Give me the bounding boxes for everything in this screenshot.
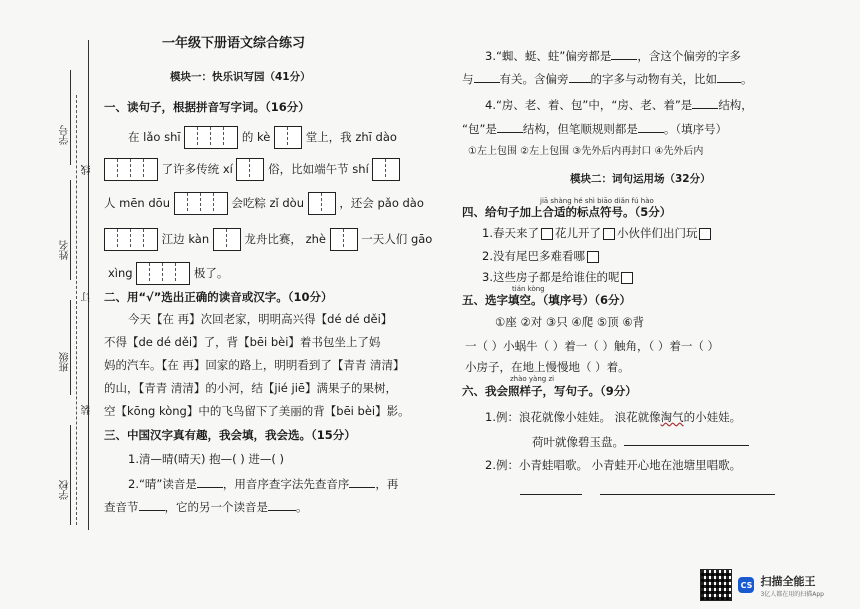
student-no-label: 学号 — [60, 125, 71, 145]
r4-text-c: “包”是 — [462, 122, 497, 136]
name-field — [70, 180, 71, 280]
q2-line4: 的山，【青青 清清】的小河，结【jié jiē】满果子的果树， — [104, 381, 397, 395]
r3-text-c: 与 — [462, 72, 474, 86]
q1-text-b: 的 — [241, 130, 254, 144]
q6-1-text-a: 1.例：浪花就像小娃娃。 浪花就像 — [485, 410, 661, 424]
q1-pinyin-8: dòu — [282, 196, 304, 210]
zhuang-mark: 装 — [82, 405, 93, 415]
q1-writing-box-6[interactable] — [174, 192, 228, 215]
r4-blank-2[interactable] — [497, 120, 523, 133]
q6-pinyin: zhào yàng zi — [510, 375, 555, 383]
q4-punct-box-1[interactable] — [541, 228, 553, 240]
q3-item3-line2 — [462, 70, 753, 86]
q6-heading: 六、我会照样子，写句子。（9分） — [462, 384, 637, 398]
q1-text-k: 一天人们 — [361, 232, 408, 246]
q1-writing-box-4[interactable] — [236, 158, 264, 181]
q1-pinyin-6: mēn dōu — [119, 196, 171, 210]
xian-mark: 线 — [82, 165, 93, 175]
class-label: 班级 — [60, 352, 71, 372]
r3-blank-2[interactable] — [474, 70, 500, 83]
q4-item3 — [482, 270, 635, 284]
q1-writing-box-8[interactable] — [104, 228, 158, 251]
q1-writing-box-2[interactable] — [274, 126, 302, 149]
q3-2-text-a: 2.“晴”读音是 — [128, 477, 197, 491]
q4-1-text-c: 小伙伴们出门玩 — [616, 226, 698, 240]
camscanner-logo-icon: CS — [738, 577, 754, 593]
q4-punct-box-2[interactable] — [603, 228, 615, 240]
q1-text-a: 在 — [128, 130, 140, 144]
q1-pinyin-7: zǐ — [269, 196, 279, 210]
q6-answer-line-1[interactable] — [624, 433, 749, 446]
q1-pinyin-10: kàn — [188, 232, 210, 246]
q6-1-text-c: 荷叶就像碧玉盘。 — [532, 435, 624, 449]
q3-2-text-d: 查音节 — [104, 500, 139, 514]
q1-text-d: 了许多传统 — [161, 162, 220, 176]
q2-line3: 妈的汽车。【在 再】回家的路上，明明看到了【青青 清清】 — [104, 358, 405, 372]
q1-heading: 一、读句子，根据拼音写字词。（16分） — [104, 100, 310, 114]
q1-pinyin-5: shí — [352, 162, 369, 176]
q1-text-l: 极了。 — [193, 266, 229, 280]
r3-blank-3[interactable] — [569, 70, 591, 83]
q1-pinyin-11: zhè — [305, 232, 326, 246]
q4-pinyin: jiā shàng hé shì biāo diǎn fú hào — [540, 197, 654, 205]
module2-title: 模块二：词句运用场（32分） — [570, 173, 711, 185]
q3-item1: 1.清—晴(晴天) 抱—( ) 进—( ) — [128, 452, 285, 466]
q1-pinyin-12: gāo — [410, 232, 433, 246]
q4-punct-box-4[interactable] — [587, 251, 599, 263]
binding-dash-line — [76, 95, 77, 525]
r4-blank-3[interactable] — [638, 120, 664, 133]
q3-blank-1[interactable] — [197, 475, 223, 488]
q6-item1-prompt — [532, 433, 749, 449]
q3-2-text-b: ，用音序查字法先查音序 — [222, 477, 350, 491]
q3-blank-3[interactable] — [139, 498, 165, 511]
r4-text-a: 4.“房、老、着、包”中，“房、老、着”是 — [485, 98, 693, 112]
q1-line5 — [108, 262, 228, 285]
r3-text-a: 3.“蜘、蜓、蛀”偏旁都是 — [485, 49, 612, 63]
exam-title: 一年级下册语文综合练习 — [162, 36, 306, 51]
name-label: 姓名 — [60, 240, 71, 260]
q1-text-e: 俗，比如端午节 — [268, 162, 349, 176]
q4-3-text: 3.这些房子都是给谁住的呢 — [482, 270, 620, 284]
q6-answer-line-3[interactable] — [600, 482, 775, 495]
q3-item4-options: ①左上包围 ②左上包围 ③先外后内再封口 ④先外后内 — [468, 146, 704, 157]
q6-1-text-b: 的小娃娃。 — [683, 410, 742, 424]
student-no-field — [70, 70, 71, 165]
q5-heading: 五、选字填空。（填序号）（6分） — [462, 293, 631, 307]
q1-line3 — [104, 192, 424, 215]
q1-writing-box-11[interactable] — [136, 262, 190, 285]
q6-item2-answer — [520, 482, 775, 498]
q5-options: ①座 ②对 ③只 ④爬 ⑤顶 ⑥背 — [495, 315, 645, 329]
q4-punct-box-5[interactable] — [621, 272, 633, 284]
r3-text-e: 的字多与动物有关，比如 — [590, 72, 717, 86]
q4-1-text-a: 1.春天来了 — [482, 226, 539, 240]
binding-strip — [0, 0, 100, 609]
binding-line — [88, 40, 89, 530]
qr-code-icon — [700, 569, 732, 601]
q1-pinyin-1: lǎo shī — [143, 130, 181, 144]
q1-pinyin-4: xí — [222, 162, 233, 176]
q1-text-h: ，还会 — [339, 196, 374, 210]
r4-text-e: 。（填序号） — [663, 122, 728, 136]
q3-blank-2[interactable] — [349, 475, 375, 488]
q5-line2: 小房子，在地上慢慢地（ ）着。 — [465, 360, 630, 374]
q2-line2: 不得【de dé děi】了，背【bēi bèi】着书包坐上了妈 — [104, 335, 381, 349]
school-field — [70, 425, 71, 525]
q1-pinyin-9: pǎo dào — [377, 196, 424, 210]
q4-2-text: 2.没有尾巴多难看哪 — [482, 249, 585, 263]
brand-name: 扫描全能王 — [760, 574, 816, 588]
module1-title: 模块一：快乐识写园（41分） — [170, 71, 311, 83]
q3-item2-line2 — [104, 498, 308, 514]
r3-blank-4[interactable] — [717, 70, 741, 83]
q1-writing-box-10[interactable] — [330, 228, 358, 251]
q1-line1 — [128, 126, 397, 149]
q3-2-text-e: ，它的另一个读音是 — [164, 500, 268, 514]
q4-heading: 四、给句子加上合适的标点符号。（5分） — [462, 205, 672, 219]
q1-text-g: 会吃粽 — [231, 196, 266, 210]
q3-heading: 三、中国汉字真有趣，我会填，我会选。（15分） — [104, 428, 356, 442]
brand-tagline: 3亿人都在用的扫描App — [760, 590, 824, 598]
r3-text-b: ，含这个偏旁的字多 — [637, 49, 741, 63]
r3-blank-1[interactable] — [611, 47, 637, 60]
r3-text-d: 有关。含偏旁 — [499, 72, 569, 86]
q3-blank-4[interactable] — [268, 498, 296, 511]
q5-pinyin: tián kòng — [512, 285, 545, 293]
q3-2-text-f: 。 — [296, 500, 308, 514]
q1-text-i: 江边 — [161, 232, 185, 246]
r3-text-f: 。 — [741, 72, 753, 86]
q6-answer-line-2[interactable] — [520, 482, 582, 495]
q4-punct-box-3[interactable] — [699, 228, 711, 240]
q1-writing-box-9[interactable] — [213, 228, 241, 251]
q2-line1: 今天【在 再】次回老家，明明高兴得【dé dé děi】 — [128, 312, 393, 326]
scanner-watermark — [700, 569, 824, 601]
q1-writing-box-1[interactable] — [184, 126, 238, 149]
q3-item4-line2 — [462, 120, 727, 136]
q3-item2-line1 — [128, 475, 398, 491]
q1-line2 — [104, 158, 400, 181]
r4-blank-1[interactable] — [692, 96, 718, 109]
q1-pinyin-2: kè — [257, 130, 271, 144]
q1-writing-box-3[interactable] — [104, 158, 158, 181]
q1-text-f: 人 — [104, 196, 116, 210]
q1-text-c: 堂上，我 — [305, 130, 352, 144]
q4-1-text-b: 花儿开了 — [554, 226, 601, 240]
q1-pinyin-13: xìng — [108, 266, 133, 280]
q2-heading: 二、用“√”选出正确的读音或汉字。（10分） — [104, 290, 333, 304]
r4-text-d: 结构，但笔顺规则都是 — [522, 122, 638, 136]
q2-line5: 空【kōng kòng】中的飞鸟留下了美丽的背【bēi bèi】影。 — [104, 404, 410, 418]
q6-1-highlight: 淘气 — [660, 410, 684, 424]
r4-text-b: 结构， — [718, 98, 753, 112]
q6-item2-example: 2.例：小青蛙唱歌。 小青蛙开心地在池塘里唱歌。 — [485, 458, 742, 472]
q1-pinyin-3: zhī dào — [355, 130, 397, 144]
school-label: 学校 — [60, 480, 71, 500]
q1-text-j: 龙舟比赛， — [244, 232, 302, 246]
q3-item3-line1 — [485, 47, 741, 63]
q1-writing-box-5[interactable] — [372, 158, 400, 181]
q4-item1 — [482, 226, 713, 240]
q5-line1: 一（ ）小蜗牛（ ）着一（ ）触角，（ ）着一（ ） — [465, 339, 720, 353]
ding-mark: 订 — [82, 292, 93, 302]
q3-item4-line1 — [485, 96, 753, 112]
q6-item1-example — [485, 410, 741, 424]
q1-line4 — [104, 228, 432, 251]
class-field — [70, 300, 71, 395]
q1-writing-box-7[interactable] — [308, 192, 336, 215]
q3-2-text-c: ，再 — [375, 477, 399, 491]
q4-item2 — [482, 249, 601, 263]
